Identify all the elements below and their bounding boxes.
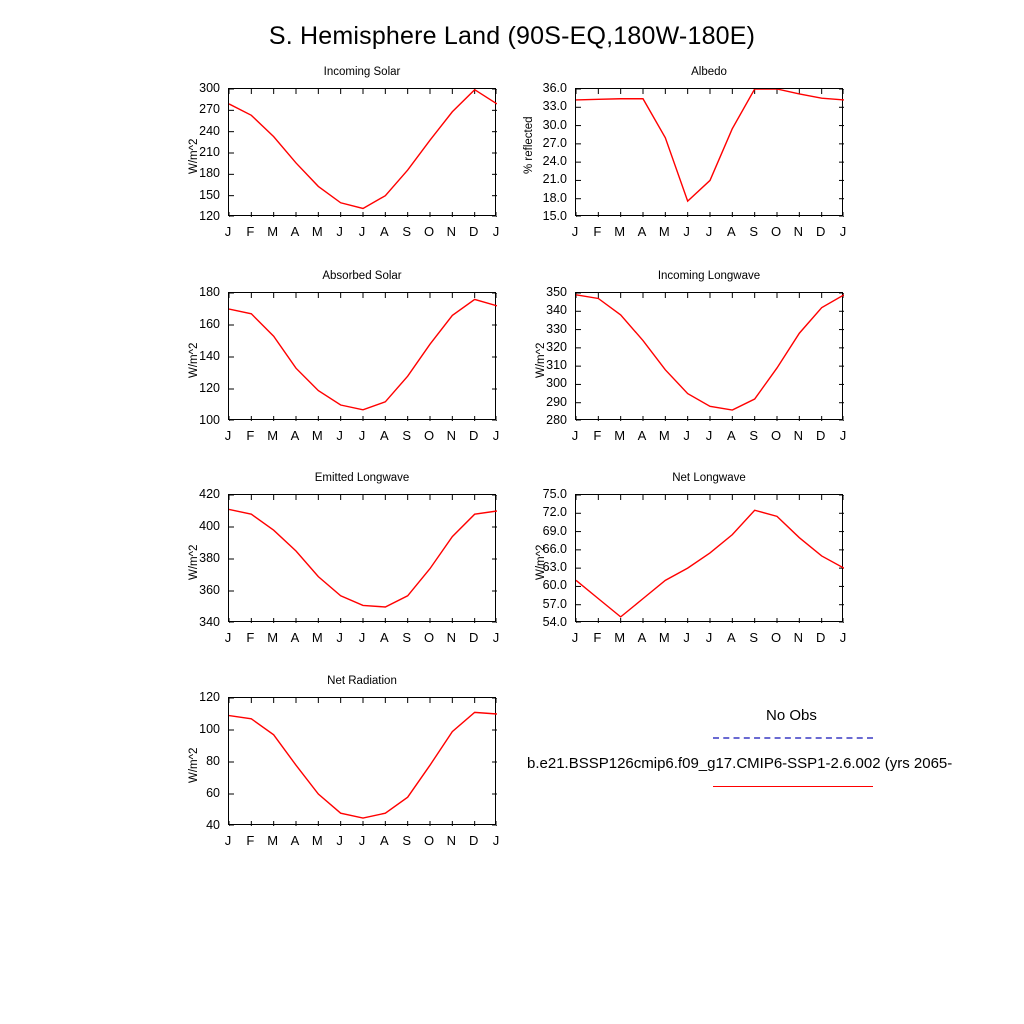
y-tick-label: 69.0: [542, 523, 567, 538]
x-tick-label: M: [311, 428, 323, 443]
y-tick-label: 140: [199, 349, 220, 363]
y-tick-label: 350: [546, 285, 567, 299]
x-tick-label: J: [492, 224, 500, 239]
y-tick-label: 210: [199, 145, 220, 159]
y-tick-label: 340: [546, 303, 567, 318]
x-tick-label: D: [468, 833, 479, 848]
x-tick-label: S: [402, 833, 411, 848]
y-tick-label: 33.0: [542, 99, 567, 114]
y-tick-label: 63.0: [542, 560, 567, 575]
chart-panel-incoming-solar: [138, 66, 526, 254]
y-tick-label: 27.0: [542, 135, 567, 150]
x-tick-label: A: [290, 833, 300, 848]
series-line: [229, 509, 497, 607]
x-tick-label: M: [311, 630, 323, 645]
y-tick-label: 120: [199, 209, 220, 223]
x-tick-label: J: [683, 630, 690, 645]
y-tick-label: 160: [199, 317, 220, 331]
y-tick-label: 400: [199, 519, 220, 533]
y-tick-label: 150: [199, 187, 220, 202]
x-tick-label: M: [614, 630, 626, 645]
plot-area: [575, 292, 843, 420]
x-tick-label: O: [423, 428, 435, 443]
x-tick-label: J: [224, 224, 232, 239]
plot-canvas: [229, 89, 497, 217]
x-tick-label: S: [749, 224, 758, 239]
x-tick-label: F: [593, 630, 602, 645]
x-tick-label: M: [614, 224, 626, 239]
y-tick-label: 60.0: [542, 578, 567, 593]
x-tick-label: S: [749, 428, 758, 443]
y-tick-label: 54.0: [542, 615, 567, 629]
y-tick-label: 120: [199, 381, 220, 395]
x-tick-label: J: [336, 630, 343, 645]
x-tick-label: N: [793, 630, 804, 645]
x-tick-label: F: [593, 428, 602, 443]
x-tick-label: O: [423, 833, 435, 848]
x-tick-label: J: [683, 224, 690, 239]
x-tick-label: A: [379, 224, 389, 239]
x-tick-label: M: [311, 833, 323, 848]
y-tick-label: 66.0: [542, 541, 567, 556]
series-line: [229, 299, 497, 409]
plot-area: [575, 494, 843, 622]
y-tick-label: 330: [546, 321, 567, 336]
x-tick-label: J: [683, 428, 690, 443]
x-tick-label: J: [336, 224, 343, 239]
x-tick-label: S: [402, 630, 411, 645]
y-tick-label: 270: [199, 102, 220, 117]
plot-canvas: [576, 495, 844, 623]
x-tick-label: J: [839, 224, 847, 239]
x-tick-label: J: [224, 428, 232, 443]
x-tick-label: A: [726, 428, 736, 443]
y-tick-label: 100: [199, 722, 220, 736]
chart-title: Incoming Solar: [323, 66, 401, 78]
plot-canvas: [576, 89, 844, 217]
y-tick-label: 36.0: [542, 81, 567, 95]
y-axis-label: W/m^2: [188, 342, 200, 378]
chart-panel-net-radiation: [138, 675, 526, 863]
chart-title: Albedo: [691, 66, 727, 78]
x-tick-label: J: [571, 224, 579, 239]
y-tick-label: 300: [199, 81, 220, 95]
x-tick-label: J: [224, 630, 232, 645]
x-tick-label: S: [402, 428, 411, 443]
x-tick-label: F: [246, 224, 255, 239]
series-line: [229, 712, 497, 818]
x-tick-label: M: [614, 428, 626, 443]
series-line: [576, 510, 844, 617]
plot-area: [228, 88, 496, 216]
y-tick-label: 360: [199, 583, 220, 597]
x-tick-label: M: [267, 630, 279, 645]
chart-title: Emitted Longwave: [314, 472, 410, 484]
y-axis-label: W/m^2: [188, 138, 200, 174]
x-tick-label: J: [492, 428, 500, 443]
y-tick-label: 180: [199, 166, 220, 181]
chart-title: Absorbed Solar: [322, 270, 402, 282]
x-tick-label: M: [267, 833, 279, 848]
x-tick-label: A: [637, 630, 647, 645]
x-tick-label: F: [246, 428, 255, 443]
x-tick-label: N: [446, 833, 457, 848]
x-tick-label: J: [358, 428, 366, 443]
x-tick-label: J: [705, 224, 713, 239]
x-tick-label: F: [246, 833, 255, 848]
legend-line-obs: [713, 737, 873, 739]
plot-area: [228, 292, 496, 420]
y-axis-label: W/m^2: [535, 342, 547, 378]
plot-area: [228, 697, 496, 825]
x-tick-label: A: [290, 224, 300, 239]
x-tick-label: D: [468, 428, 479, 443]
page-title: S. Hemisphere Land (90S-EQ,180W-180E): [268, 22, 756, 50]
x-tick-label: J: [358, 833, 366, 848]
y-axis-label: W/m^2: [535, 544, 547, 580]
x-tick-label: N: [793, 428, 804, 443]
legend-label-model: b.e21.BSSP126cmip6.f09_g17.CMIP6-SSP1-2.6.002 (yrs 2065-: [527, 755, 953, 772]
x-tick-label: O: [423, 630, 435, 645]
y-axis-label: W/m^2: [188, 747, 200, 783]
x-tick-label: J: [705, 428, 713, 443]
y-tick-label: 30.0: [542, 117, 567, 132]
x-tick-label: N: [446, 630, 457, 645]
x-tick-label: D: [468, 224, 479, 239]
y-tick-label: 120: [199, 690, 220, 704]
chart-panel-net-longwave: [485, 472, 873, 660]
x-tick-label: N: [446, 224, 457, 239]
x-tick-label: F: [246, 630, 255, 645]
y-tick-label: 380: [199, 551, 220, 565]
series-line: [576, 89, 844, 201]
x-tick-label: J: [705, 630, 713, 645]
x-tick-label: J: [571, 630, 579, 645]
y-tick-label: 100: [199, 413, 220, 427]
x-tick-label: M: [267, 428, 279, 443]
x-tick-label: J: [571, 428, 579, 443]
x-tick-label: J: [336, 428, 343, 443]
x-tick-label: J: [492, 630, 500, 645]
legend-line-model: [713, 786, 873, 787]
y-tick-label: 72.0: [542, 505, 567, 520]
plot-canvas: [229, 698, 497, 826]
y-tick-label: 21.0: [542, 172, 567, 187]
x-tick-label: D: [815, 224, 826, 239]
y-tick-label: 75.0: [542, 487, 567, 501]
y-tick-label: 80: [206, 754, 220, 768]
x-tick-label: A: [637, 428, 647, 443]
y-tick-label: 18.0: [542, 190, 567, 205]
legend-label-obs: No Obs: [766, 707, 817, 724]
x-tick-label: N: [793, 224, 804, 239]
plot-canvas: [229, 293, 497, 421]
x-tick-label: A: [637, 224, 647, 239]
x-tick-label: O: [770, 630, 782, 645]
y-tick-label: 180: [199, 285, 220, 299]
series-line: [229, 90, 497, 209]
x-tick-label: O: [423, 224, 435, 239]
x-tick-label: S: [402, 224, 411, 239]
chart-panel-emitted-longwave: [138, 472, 526, 660]
x-tick-label: J: [839, 428, 847, 443]
y-tick-label: 24.0: [542, 154, 567, 169]
x-tick-label: A: [379, 833, 389, 848]
x-tick-label: N: [446, 428, 457, 443]
plot-area: [228, 494, 496, 622]
chart-title: Net Longwave: [672, 472, 746, 484]
plot-canvas: [576, 293, 844, 421]
y-tick-label: 420: [199, 487, 220, 501]
series-line: [576, 295, 844, 410]
x-tick-label: A: [726, 224, 736, 239]
y-tick-label: 40: [206, 818, 220, 832]
x-tick-label: A: [290, 428, 300, 443]
y-axis-label: W/m^2: [188, 544, 200, 580]
y-tick-label: 290: [546, 394, 567, 409]
x-tick-label: A: [379, 428, 389, 443]
plot-area: [575, 88, 843, 216]
y-tick-label: 15.0: [542, 209, 567, 223]
plot-canvas: [229, 495, 497, 623]
y-tick-label: 280: [546, 413, 567, 427]
x-tick-label: J: [839, 630, 847, 645]
x-tick-label: M: [658, 224, 670, 239]
x-tick-label: A: [379, 630, 389, 645]
y-tick-label: 300: [546, 376, 567, 391]
y-tick-label: 310: [546, 358, 567, 373]
x-tick-label: D: [815, 630, 826, 645]
x-tick-label: M: [267, 224, 279, 239]
x-tick-label: J: [224, 833, 232, 848]
x-tick-label: D: [815, 428, 826, 443]
x-tick-label: J: [358, 630, 366, 645]
x-tick-label: M: [311, 224, 323, 239]
chart-title: Incoming Longwave: [657, 270, 761, 282]
y-tick-label: 240: [199, 123, 220, 138]
chart-panel-incoming-longwave: [485, 270, 873, 458]
chart-title: Net Radiation: [327, 675, 397, 687]
x-tick-label: A: [290, 630, 300, 645]
x-tick-label: J: [492, 833, 500, 848]
x-tick-label: J: [336, 833, 343, 848]
x-tick-label: O: [770, 428, 782, 443]
x-tick-label: J: [358, 224, 366, 239]
x-tick-label: S: [749, 630, 758, 645]
x-tick-label: M: [658, 428, 670, 443]
y-tick-label: 340: [199, 615, 220, 629]
y-tick-label: 320: [546, 339, 567, 354]
y-tick-label: 57.0: [542, 596, 567, 611]
chart-panel-absorbed-solar: [138, 270, 526, 458]
y-tick-label: 60: [206, 786, 220, 800]
chart-panel-albedo: [485, 66, 873, 254]
x-tick-label: O: [770, 224, 782, 239]
x-tick-label: D: [468, 630, 479, 645]
x-tick-label: F: [593, 224, 602, 239]
x-tick-label: M: [658, 630, 670, 645]
x-tick-label: A: [726, 630, 736, 645]
y-axis-label: % reflected: [523, 116, 535, 174]
